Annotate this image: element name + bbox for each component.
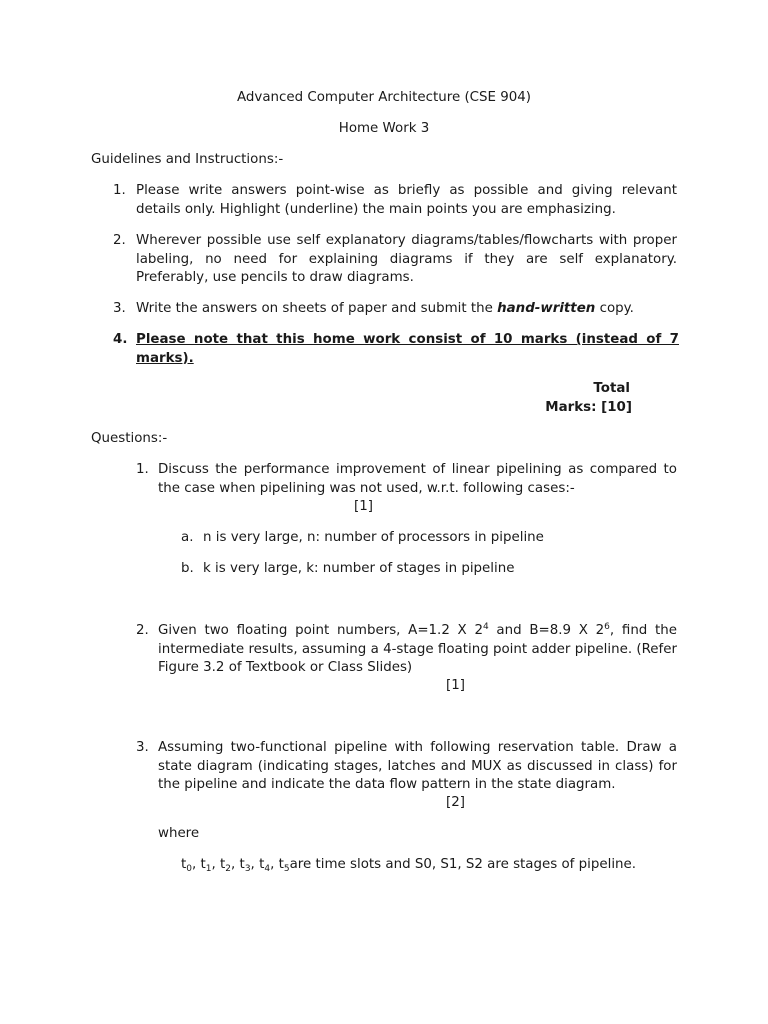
guideline-number: 4. <box>113 332 128 347</box>
exponent: 6 <box>604 622 610 632</box>
question-text: Discuss the performance improvement of linear pipelining as compared to the case when pipelining was not used, w.r.t. following cases:- <box>158 462 677 496</box>
guidelines-heading: Guidelines and Instructions:- <box>91 152 284 167</box>
question-marks: [1] <box>354 499 373 514</box>
questions-heading: Questions:- <box>91 431 168 446</box>
question-text: Assuming two-functional pipeline with following reservation table. Draw a state diagram (indicating stages, latches and MUX as discussed in class) for the pipeline and indicate the data flow pattern in the state diagram. <box>158 740 677 792</box>
guideline-text-important: Please note that this home work consist of 10 marks (instead of 7 marks). <box>136 332 679 366</box>
page-subtitle: Home Work 3 <box>338 121 430 136</box>
time-slot: $t_4$ <box>259 857 271 874</box>
question-marks: [2] <box>446 795 465 810</box>
time-slot: $t_5$ <box>278 857 290 874</box>
time-slot: $t_0$ <box>181 857 192 874</box>
total-marks: Marks: [10] <box>545 400 632 415</box>
guideline-text-part: copy. <box>595 301 634 316</box>
guideline-text: Wherever possible use self explanatory diagrams/tables/flowcharts with proper labeling, no need for explaining diagrams if they are self explanatory. Preferably, use pencils to draw diagrams. <box>136 233 677 285</box>
guideline-number: 2. <box>113 233 126 248</box>
subitem-label: b. <box>181 561 194 576</box>
time-slots-line: $t_0$, $t_1$, $t_2$, $t_3$, $t_4$, $t_5are$ time slots and S0, S1, S2 are stages of pipeline. <box>181 857 637 874</box>
question-marks: [1] <box>446 678 465 693</box>
time-slot: $t_1$ <box>200 857 212 874</box>
question-text <box>158 622 677 678</box>
question-text-part: and B=8.9 X 2 <box>488 623 605 638</box>
subitem-text: k is very large, k: number of stages in pipeline <box>203 561 515 576</box>
question-number: 1. <box>136 462 149 477</box>
guideline-text <box>136 300 677 319</box>
where-label: where <box>158 826 200 841</box>
guideline-number: 3. <box>113 301 126 316</box>
total-label: Total <box>593 381 630 396</box>
time-slots-description: are time slots and S0, S1, S2 are stages of pipeline. <box>289 857 637 872</box>
hand-written-emphasis: hand-written <box>497 301 596 316</box>
guideline-text-part: Write the answers on sheets of paper and submit the <box>136 301 498 316</box>
question-number: 3. <box>136 740 149 755</box>
guideline-number: 1. <box>113 183 126 198</box>
subitem-text: n is very large, n: number of processors in pipeline <box>203 530 544 545</box>
question-number: 2. <box>136 623 149 638</box>
exponent: 4 <box>482 622 489 632</box>
guideline-text: Please write answers point-wise as briefly as possible and giving relevant details only. Highlight (underline) the main points you are emphasizing. <box>136 183 677 217</box>
question-text-part: , find the intermediate results, assuming a 4-stage floating point adder pipeline. (Refer Figure 3.2 of Textbook or Class Slides) <box>158 623 677 675</box>
time-slot: $t_3$ <box>239 857 251 874</box>
subitem-label: a. <box>181 530 194 545</box>
page-title: Advanced Computer Architecture (CSE 904) <box>236 90 532 105</box>
time-slot: $t_2$ <box>220 857 232 874</box>
question-text-part: Given two floating point numbers, A=1.2 X 2 <box>158 623 483 638</box>
